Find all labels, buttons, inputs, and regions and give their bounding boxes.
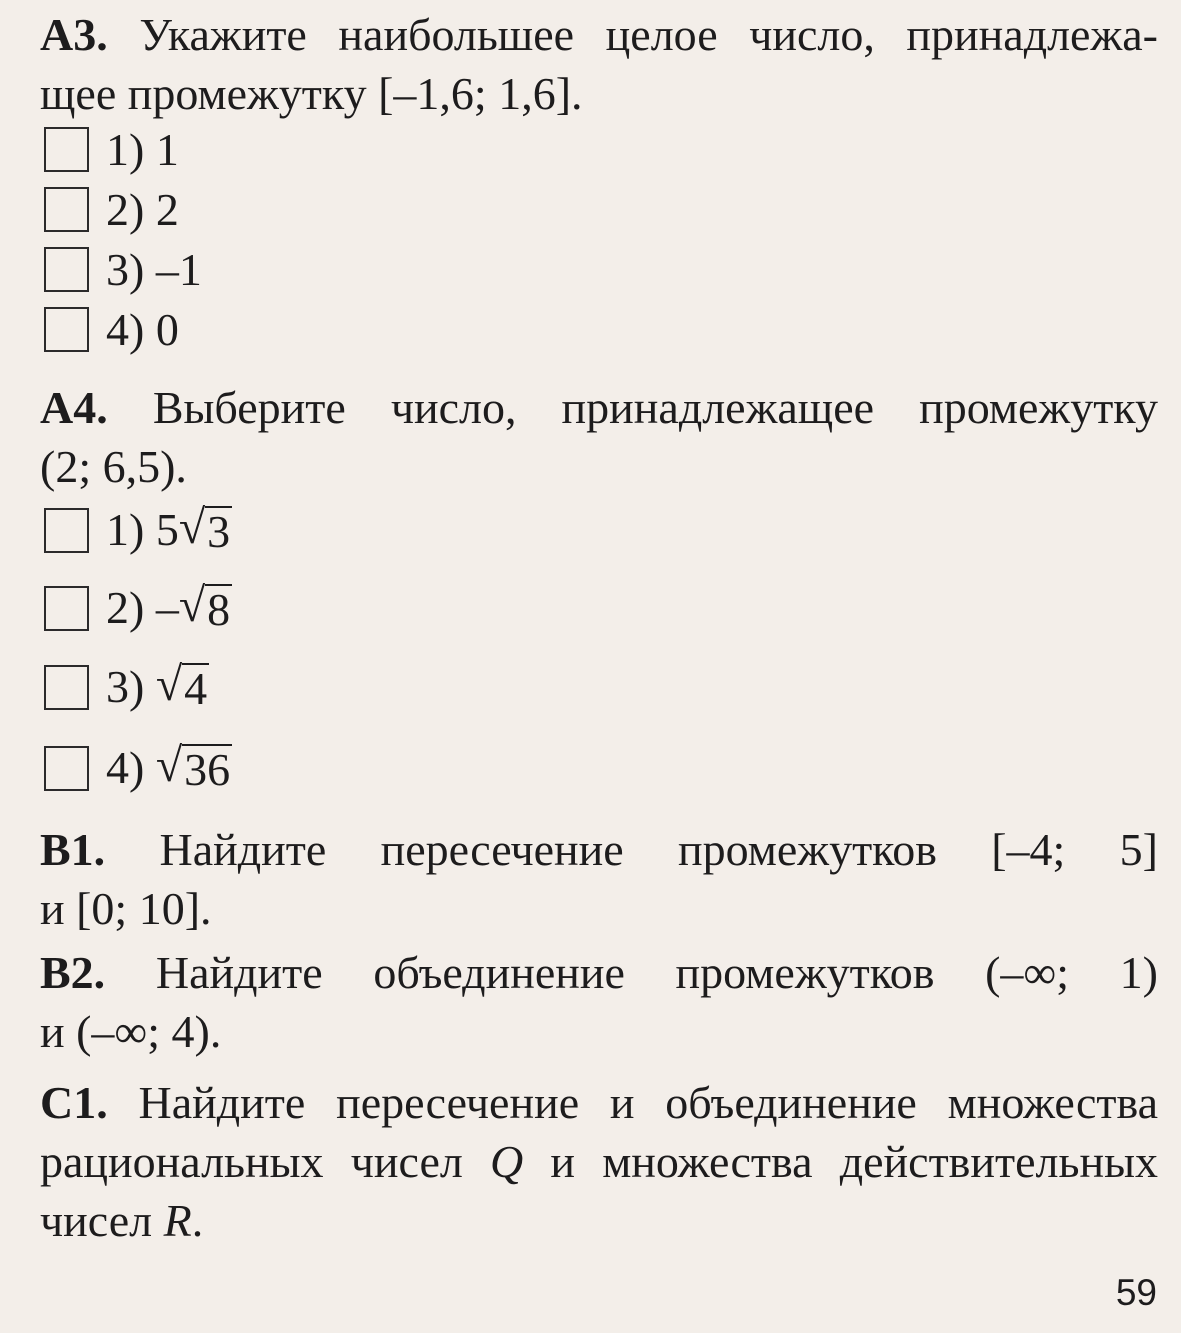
task-a3 (40, 5, 1158, 123)
task-a3-line-1 (40, 5, 1158, 64)
answer-checkbox[interactable] (44, 307, 89, 352)
task-a3-line-2: щее промежутку [–1,6; 1,6]. (40, 68, 583, 119)
set-q-symbol: Q (490, 1136, 524, 1187)
square-root: √ 36 (155, 739, 231, 796)
answer-checkbox[interactable] (44, 187, 89, 232)
square-root: √ 8 (178, 579, 231, 636)
task-a4-option-1[interactable] (44, 501, 232, 558)
task-text: Найдите пересечение и объединение множества (107, 1077, 1158, 1128)
answer-checkbox[interactable] (44, 247, 89, 292)
task-a4-line-2: (2; 6,5). (40, 441, 187, 492)
task-b1-line-2: и [0; 10]. (40, 883, 212, 934)
answer-checkbox[interactable] (44, 127, 89, 172)
task-a3-option-4[interactable] (44, 304, 179, 354)
task-b1 (40, 820, 1158, 938)
square-root: √ 3 (178, 501, 231, 558)
task-text: Выберите число, принадлежащее промежутку (107, 382, 1158, 433)
task-c1 (40, 1073, 1158, 1250)
task-c1-line-2: рациональных чисел Q и множества действительных (40, 1136, 1158, 1187)
task-a3-option-3[interactable] (44, 244, 202, 294)
task-c1-line-3: чисел R. (40, 1195, 204, 1246)
task-b2 (40, 943, 1158, 1061)
option-label: 3) –1 (106, 243, 202, 295)
task-b1-line-1 (40, 820, 1158, 879)
set-r-symbol: R (163, 1195, 192, 1246)
task-c1-line-1 (40, 1073, 1158, 1132)
option-label: 3) √ 4 (106, 658, 208, 715)
option-label: 4) √ 36 (106, 739, 231, 796)
option-label: 1) 5 √ 3 (106, 501, 231, 558)
task-number: В2. (40, 947, 106, 998)
answer-checkbox[interactable] (44, 665, 89, 710)
task-a4-line-1 (40, 378, 1158, 437)
task-b2-line-1 (40, 943, 1158, 1002)
task-a4-option-4[interactable] (44, 739, 232, 796)
task-a3-option-2[interactable] (44, 184, 179, 234)
square-root: √ 4 (155, 658, 208, 715)
answer-checkbox[interactable] (44, 586, 89, 631)
task-b2-line-2: и (–∞; 4). (40, 1006, 222, 1057)
task-number: В1. (40, 824, 106, 875)
option-label: 2) – √ 8 (106, 579, 231, 636)
answer-checkbox[interactable] (44, 508, 89, 553)
answer-checkbox[interactable] (44, 746, 89, 791)
task-number: А3. (40, 9, 108, 60)
task-text: Найдите объединение промежутков (–∞; 1) (105, 947, 1158, 998)
option-label: 4) 0 (106, 303, 179, 355)
task-number: А4. (40, 382, 108, 433)
task-text: Укажите наибольшее целое число, принадлежа- (107, 9, 1158, 60)
task-text: Найдите пересечение промежутков [–4; 5] (105, 824, 1158, 875)
option-label: 2) 2 (106, 183, 179, 235)
task-a4-option-2[interactable] (44, 579, 232, 636)
task-number: С1. (40, 1077, 108, 1128)
page-number: 59 (1115, 1272, 1157, 1313)
task-a3-option-1[interactable] (44, 124, 179, 174)
option-label: 1) 1 (106, 123, 179, 175)
task-a4 (40, 378, 1158, 496)
task-a4-option-3[interactable] (44, 658, 209, 715)
